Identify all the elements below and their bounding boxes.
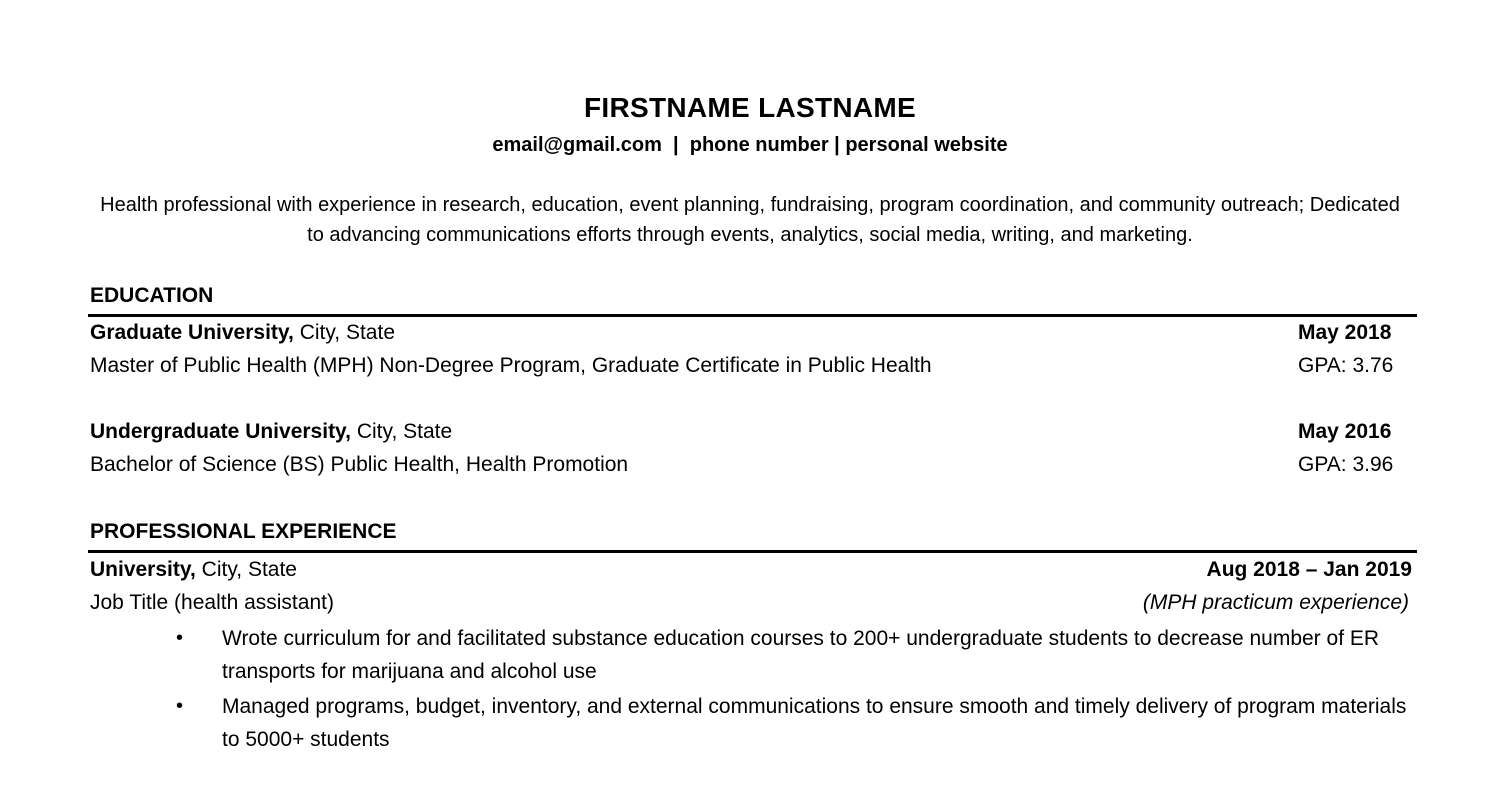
organization-location: City, State xyxy=(195,558,297,581)
school-name: Graduate University, xyxy=(90,321,294,344)
graduation-date: May 2018 xyxy=(1298,321,1392,344)
gpa: GPA: 3.96 xyxy=(1298,453,1394,476)
job-title: Job Title (health assistant) xyxy=(90,591,334,614)
experience-divider xyxy=(88,550,1417,553)
school-name: Undergraduate University, xyxy=(90,420,352,443)
resume-name: FIRSTNAME LASTNAME xyxy=(583,92,917,123)
degree-name: Master of Public Health (MPH) Non-Degree Program, Graduate Certificate in Public Health xyxy=(90,354,932,377)
experience-entry xyxy=(90,558,1412,588)
experience-title-row xyxy=(90,591,1412,621)
employment-dates: Aug 2018 – Jan 2019 xyxy=(1206,558,1412,581)
organization-name: University, xyxy=(90,558,196,581)
school-location: City, State xyxy=(351,420,453,443)
bullet-item: Wrote curriculum for and facilitated substance education courses to 200+ undergraduate students to decrease number of ER transports for marijuana and alcohol use xyxy=(222,627,1380,683)
education-degree-row-graduate xyxy=(90,354,1412,384)
education-divider xyxy=(88,314,1417,317)
education-degree-row-undergraduate xyxy=(90,453,1412,483)
graduation-date: May 2016 xyxy=(1298,420,1392,443)
bullet-marker: • xyxy=(176,627,184,649)
education-entry-undergraduate xyxy=(90,420,1412,450)
gpa: GPA: 3.76 xyxy=(1298,354,1394,377)
bullet-marker: • xyxy=(176,695,184,717)
experience-heading: PROFESSIONAL EXPERIENCE xyxy=(90,520,397,543)
degree-name: Bachelor of Science (BS) Public Health, Health Promotion xyxy=(90,453,629,476)
education-entry-graduate xyxy=(90,321,1412,351)
education-heading: EDUCATION xyxy=(90,284,214,307)
bullet-item: Managed programs, budget, inventory, and external communications to ensure smooth and timely delivery of program materials to 5000+ students xyxy=(222,695,1407,751)
contact-line: email@gmail.com | phone number | personal website xyxy=(492,134,1008,156)
professional-summary: Health professional with experience in research, education, event planning, fundraising, program coordination, and community outreach; Dedicated to advancing communications efforts through events, analytics, social media, writing, and marketing. xyxy=(100,194,1400,246)
experience-note: (MPH practicum experience) xyxy=(1142,591,1409,614)
school-location: City, State xyxy=(293,321,396,344)
